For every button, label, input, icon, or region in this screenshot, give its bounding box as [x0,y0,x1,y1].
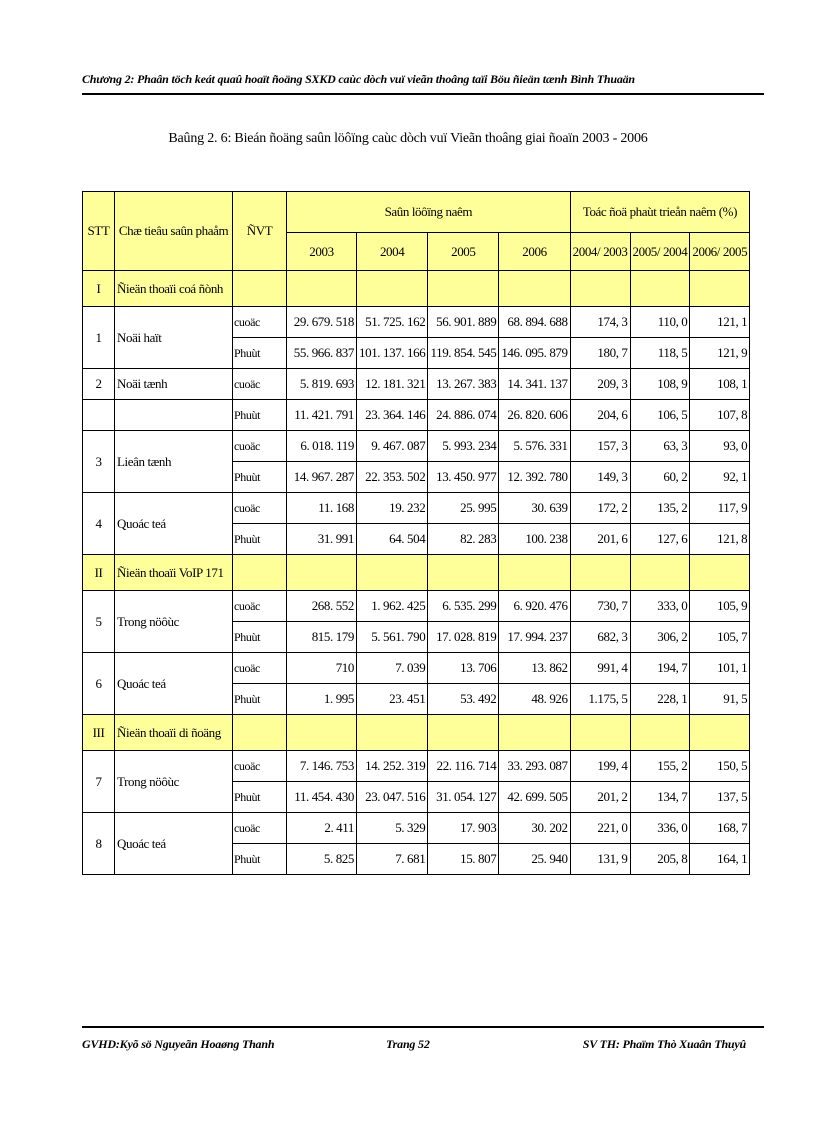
value-cell: 26. 820. 606 [499,400,570,431]
value-cell: 30. 202 [499,813,570,844]
section-empty-cell [357,715,428,751]
growth-cell: 135, 2 [630,493,690,524]
value-cell: 14. 341. 137 [499,369,570,400]
value-cell: 1. 962. 425 [357,591,428,622]
unit-cell: cuoäc [233,653,287,684]
value-cell: 6. 535. 299 [428,591,499,622]
value-cell: 11. 168 [287,493,357,524]
value-cell: 13. 862 [499,653,570,684]
table-row [83,813,750,844]
unit-cell: Phuùt [233,524,287,555]
table-row [83,653,750,684]
unit-cell: cuoäc [233,307,287,338]
section-title: Ñieän thoaïi VoIP 171 [115,555,233,591]
value-cell: 5. 329 [357,813,428,844]
unit-cell: cuoäc [233,493,287,524]
table-row [83,751,750,782]
section-empty-cell [499,715,570,751]
value-cell: 12. 181. 321 [357,369,428,400]
col-header-growth: 2004/ 2003 [570,233,630,271]
value-cell: 13. 267. 383 [428,369,499,400]
unit-cell: Phuùt [233,400,287,431]
section-empty-cell [690,271,750,307]
unit-cell: cuoäc [233,431,287,462]
growth-cell: 172, 2 [570,493,630,524]
value-cell: 17. 028. 819 [428,622,499,653]
growth-cell: 228, 1 [630,684,690,715]
item-stt-empty [83,400,115,431]
table-row [83,431,750,462]
section-empty-cell [428,715,499,751]
item-stt: 8 [83,813,115,875]
value-cell: 17. 903 [428,813,499,844]
growth-cell: 336, 0 [630,813,690,844]
growth-cell: 91, 5 [690,684,750,715]
table-row [83,400,750,431]
growth-cell: 180, 7 [570,338,630,369]
growth-cell: 155, 2 [630,751,690,782]
value-cell: 68. 894. 688 [499,307,570,338]
value-cell: 5. 993. 234 [428,431,499,462]
table-row [83,591,750,622]
growth-cell: 201, 6 [570,524,630,555]
value-cell: 119. 854. 545 [428,338,499,369]
footer-student: SV TH: Phaïm Thò Xuaân Thuyû [582,1037,746,1051]
value-cell: 55. 966. 837 [287,338,357,369]
col-header-year: 2006 [499,233,570,271]
value-cell: 22. 116. 714 [428,751,499,782]
value-cell: 23. 364. 146 [357,400,428,431]
unit-cell: cuoäc [233,369,287,400]
value-cell: 146. 095. 879 [499,338,570,369]
section-empty-cell [287,271,357,307]
growth-cell: 204, 6 [570,400,630,431]
section-row [83,715,750,751]
growth-cell: 93, 0 [690,431,750,462]
value-cell: 56. 901. 889 [428,307,499,338]
section-row [83,555,750,591]
section-title: Ñieän thoaïi di ñoäng [115,715,233,751]
value-cell: 5. 561. 790 [357,622,428,653]
section-empty-cell [428,555,499,591]
growth-cell: 168, 7 [690,813,750,844]
value-cell: 14. 967. 287 [287,462,357,493]
section-empty-cell [630,555,690,591]
unit-cell: Phuùt [233,844,287,875]
growth-cell: 333, 0 [630,591,690,622]
growth-cell: 60, 2 [630,462,690,493]
col-header-year: 2005 [428,233,499,271]
col-header-stt: STT [83,192,115,271]
growth-cell: 121, 8 [690,524,750,555]
col-header-unit: ÑVT [233,192,287,271]
section-empty-cell [287,555,357,591]
growth-cell: 106, 5 [630,400,690,431]
section-empty-cell [499,271,570,307]
value-cell: 48. 926 [499,684,570,715]
value-cell: 5. 576. 331 [499,431,570,462]
value-cell: 30. 639 [499,493,570,524]
value-cell: 31. 991 [287,524,357,555]
growth-cell: 101, 1 [690,653,750,684]
value-cell: 15. 807 [428,844,499,875]
item-name: Lieân tænh [115,431,233,493]
item-name: Noäi haït [115,307,233,369]
unit-cell: Phuùt [233,684,287,715]
item-stt: 5 [83,591,115,653]
table-row [83,307,750,338]
item-name: Trong nöôùc [115,591,233,653]
growth-cell: 205, 8 [630,844,690,875]
value-cell: 5. 819. 693 [287,369,357,400]
value-cell: 17. 994. 237 [499,622,570,653]
section-empty-cell [630,271,690,307]
footer-divider [82,1026,764,1028]
section-empty-cell [690,555,750,591]
growth-cell: 682, 3 [570,622,630,653]
section-empty-cell [233,555,287,591]
value-cell: 19. 232 [357,493,428,524]
value-cell: 42. 699. 505 [499,782,570,813]
growth-cell: 149, 3 [570,462,630,493]
section-empty-cell [570,271,630,307]
value-cell: 9. 467. 087 [357,431,428,462]
value-cell: 7. 681 [357,844,428,875]
section-empty-cell [233,271,287,307]
value-cell: 1. 995 [287,684,357,715]
col-header-year: 2003 [287,233,357,271]
value-cell: 23. 451 [357,684,428,715]
growth-cell: 1.175, 5 [570,684,630,715]
section-roman: III [83,715,115,751]
growth-cell: 137, 5 [690,782,750,813]
growth-cell: 105, 7 [690,622,750,653]
item-stt: 3 [83,431,115,493]
growth-cell: 134, 7 [630,782,690,813]
unit-cell: Phuùt [233,462,287,493]
footer-page-number: Trang 52 [386,1037,430,1051]
value-cell: 710 [287,653,357,684]
section-row [83,271,750,307]
item-stt: 6 [83,653,115,715]
growth-cell: 127, 6 [630,524,690,555]
unit-cell: Phuùt [233,622,287,653]
section-roman: I [83,271,115,307]
section-empty-cell [630,715,690,751]
unit-cell: cuoäc [233,751,287,782]
value-cell: 13. 450. 977 [428,462,499,493]
item-name: Quoác teá [115,813,233,875]
value-cell: 6. 018. 119 [287,431,357,462]
growth-cell: 306, 2 [630,622,690,653]
section-title: Ñieän thoaïi coá ñònh [115,271,233,307]
value-cell: 2. 411 [287,813,357,844]
value-cell: 31. 054. 127 [428,782,499,813]
col-header-indicator: Chæ tieâu saûn phaåm [115,192,233,271]
item-name: Quoác teá [115,493,233,555]
output-table [82,191,750,875]
value-cell: 11. 454. 430 [287,782,357,813]
value-cell: 7. 146. 753 [287,751,357,782]
value-cell: 13. 706 [428,653,499,684]
growth-cell: 201, 2 [570,782,630,813]
section-empty-cell [428,271,499,307]
growth-cell: 730, 7 [570,591,630,622]
table-row [83,369,750,400]
col-header-growth: 2006/ 2005 [690,233,750,271]
value-cell: 101. 137. 166 [357,338,428,369]
growth-cell: 121, 1 [690,307,750,338]
growth-cell: 110, 0 [630,307,690,338]
value-cell: 25. 940 [499,844,570,875]
growth-cell: 164, 1 [690,844,750,875]
value-cell: 11. 421. 791 [287,400,357,431]
table-caption: Baûng 2. 6: Bieán ñoäng saûn löôïng caùc dòch vuï Vieãn thoâng giai ñoaïn 2003 - 2006 [168,131,648,146]
section-empty-cell [690,715,750,751]
item-name: Trong nöôùc [115,751,233,813]
value-cell: 53. 492 [428,684,499,715]
item-name: Quoác teá [115,653,233,715]
growth-cell: 105, 9 [690,591,750,622]
growth-cell: 131, 9 [570,844,630,875]
unit-cell: cuoäc [233,591,287,622]
item-stt: 4 [83,493,115,555]
item-stt: 1 [83,307,115,369]
value-cell: 100. 238 [499,524,570,555]
value-cell: 6. 920. 476 [499,591,570,622]
value-cell: 12. 392. 780 [499,462,570,493]
growth-cell: 117, 9 [690,493,750,524]
value-cell: 7. 039 [357,653,428,684]
value-cell: 24. 886. 074 [428,400,499,431]
value-cell: 82. 283 [428,524,499,555]
growth-cell: 108, 1 [690,369,750,400]
table-row [83,493,750,524]
col-header-growth: 2005/ 2004 [630,233,690,271]
value-cell: 64. 504 [357,524,428,555]
item-stt: 2 [83,369,115,400]
growth-cell: 107, 8 [690,400,750,431]
page-header-chapter: Chương 2: Phaân töch keát quaû hoaït ñoäng SXKD caùc dòch vuï vieãn thoâng taïi Böu ñieän tænh Bình Thuaän [82,72,635,86]
growth-cell: 150, 5 [690,751,750,782]
value-cell: 14. 252. 319 [357,751,428,782]
growth-cell: 174, 3 [570,307,630,338]
section-empty-cell [287,715,357,751]
col-header-year: 2004 [357,233,428,271]
unit-cell: Phuùt [233,338,287,369]
growth-cell: 121, 9 [690,338,750,369]
growth-cell: 157, 3 [570,431,630,462]
growth-cell: 221, 0 [570,813,630,844]
value-cell: 23. 047. 516 [357,782,428,813]
item-name-empty [115,400,233,431]
growth-cell: 194, 7 [630,653,690,684]
section-empty-cell [357,271,428,307]
section-empty-cell [499,555,570,591]
value-cell: 29. 679. 518 [287,307,357,338]
section-roman: II [83,555,115,591]
growth-cell: 118, 5 [630,338,690,369]
section-empty-cell [233,715,287,751]
table-body [83,271,750,875]
growth-cell: 108, 9 [630,369,690,400]
value-cell: 22. 353. 502 [357,462,428,493]
value-cell: 33. 293. 087 [499,751,570,782]
growth-cell: 991, 4 [570,653,630,684]
unit-cell: Phuùt [233,782,287,813]
col-header-output-group: Saûn löôïng naêm [287,192,571,233]
growth-cell: 199, 4 [570,751,630,782]
growth-cell: 63, 3 [630,431,690,462]
footer-instructor: GVHD:Kyõ sö Nguyeãn Hoaøng Thanh [82,1037,275,1051]
section-empty-cell [570,555,630,591]
value-cell: 51. 725. 162 [357,307,428,338]
section-empty-cell [570,715,630,751]
header-divider [82,93,764,95]
value-cell: 815. 179 [287,622,357,653]
col-header-growth-group: Toác ñoä phaùt trieån naêm (%) [570,192,750,233]
growth-cell: 92, 1 [690,462,750,493]
section-empty-cell [357,555,428,591]
value-cell: 268. 552 [287,591,357,622]
item-stt: 7 [83,751,115,813]
growth-cell: 209, 3 [570,369,630,400]
unit-cell: cuoäc [233,813,287,844]
value-cell: 25. 995 [428,493,499,524]
value-cell: 5. 825 [287,844,357,875]
item-name: Noäi tænh [115,369,233,400]
